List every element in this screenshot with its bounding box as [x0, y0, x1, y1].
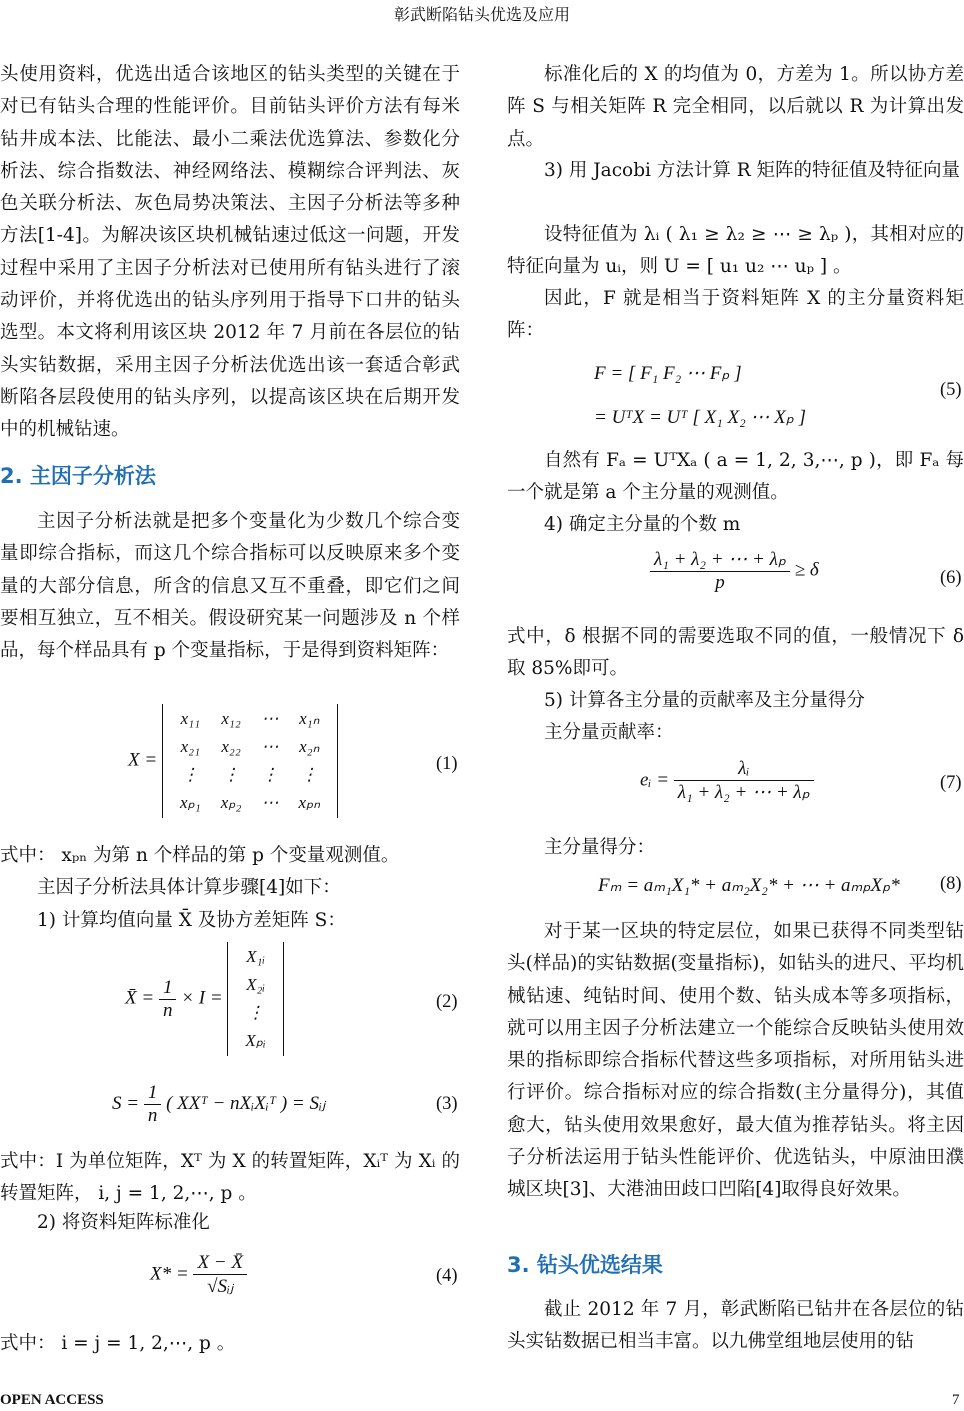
equation-7: eᵢ = $\frac{\text{λᵢ}}{\text{λ₁ + λ₂ + ⋯ + λₚ}}$: [640, 758, 814, 804]
page-number: 7: [952, 1392, 960, 1408]
paragraph: 式中： i = j = 1, 2,⋯, p 。: [0, 1333, 236, 1354]
equation-number: (8): [940, 874, 962, 894]
section-heading: 2. 主因子分析法: [0, 464, 156, 488]
paragraph: 对于某一区块的特定层位，如果已获得不同类型钻头(样品)的实钻数据(变量指标)，如钻头的进尺、平均机械钻速、纯钻时间、使用个数、钻头成本等多项指标，就可以用主因子分析法建立一个能综合反映钻头使用效果的指标即综合指标代替这些多项指标，对所用钻头进行评价。综合指标对应的综合指数(主分量得分)，其值愈大，钻头使用效果愈好，最大值为推荐钻头。将主因子分析法运用于钻头性能评价、优选钻头，中原油田濮城区块[3]、大港油田歧口凹陷[4]取得良好效果。: [507, 921, 964, 1201]
equation-number: (5): [940, 380, 962, 400]
paragraph: 5) 计算各主分量的贡献率及主分量得分: [544, 690, 865, 711]
eq-lhs: X =: [128, 749, 158, 771]
paragraph: 截止 2012 年 7 月，彰武断陷已钻井在各层位的钻头实钻数据已相当丰富。以九佛堂组地层使用的钻: [507, 1299, 964, 1353]
equation-5: F = [ F₁ F₂ ⋯ Fₚ ] = UᵀX = Uᵀ [ X₁ X₂ ⋯ Xₚ ]: [594, 363, 807, 428]
eq-mid: × I =: [181, 987, 223, 1009]
section-heading: 3. 钻头优选结果: [507, 1253, 663, 1277]
paragraph: 式中： xₚₙ 为第 n 个样品的第 p 个变量观测值。: [0, 845, 400, 866]
matrix: x₁₁ x₁₂ ⋯ x₁ₙ x₂₁ x₂₂ ⋯ x₂ₙ ⋮ ⋮ ⋮ ⋮ xₚ₁ xₚ₂ ⋯ xₚₙ: [162, 704, 338, 818]
paragraph: 式中：I 为单位矩阵，Xᵀ 为 X 的转置矩阵，Xᵢᵀ 为 Xᵢ 的转置矩阵， i, j = 1, 2,⋯, p 。: [0, 1151, 460, 1205]
running-header: 彰武断陷钻头优选及应用: [393, 5, 570, 24]
equation-3: S = $\frac{1}{n}$ ( XXᵀ − nXᵢXᵢᵀ ) = Sᵢⱼ: [112, 1082, 326, 1126]
paragraph: 2) 将资料矩阵标准化: [37, 1212, 210, 1233]
paragraph: 主因子分析法就是把多个变量化为少数几个综合变量即综合指标，而这几个综合指标可以反映原来多个变量的大部分信息，所含的信息又互不重叠，即它们之间要相互独立，互不相关。假设研究某一问题涉及 n 个样品，每个样品具有 p 个变量指标，于是得到资料矩阵：: [0, 511, 460, 662]
equation-number: (4): [436, 1266, 458, 1286]
equation-number: (2): [436, 992, 458, 1012]
equation-number: (1): [436, 754, 458, 774]
equation-1: [128, 704, 338, 818]
equation-8: Fₘ = aₘ₁X₁* + aₘ₂X₂* + ⋯ + aₘₚXₚ*: [598, 875, 900, 896]
fraction: $\frac{1}{n}$: [159, 977, 177, 1022]
equation-6: $\frac{\text{λ₁ + λ₂ + ⋯ + λₚ}}{p}$ ≥ δ: [650, 548, 819, 594]
paragraph: 头使用资料，优选出适合该地区的钻头类型的关键在于对已有钻头合理的性能评价。目前钻头评价方法有每米钻井成本法、比能法、最小二乘法优选算法、参数化分析法、综合指数法、神经网络法、模糊综合评判法、灰色关联分析法、灰色局势决策法、主因子分析法等多种方法[1-4]。为解决该区块机械钻速过低这一问题，开发过程中采用了主因子分析法对已使用所有钻头进行了滚动评价，并将优选出的钻头序列用于指导下口井的钻头选型。本文将利用该区块 2012 年 7 月前在各层位的钻头实钻数据，采用主因子分析法优选出该一套适合彰武断陷各层段使用的钻头序列，以提高该区块在后期开发中的机械钻速。: [0, 64, 460, 441]
paragraph: 主分量得分：: [544, 837, 656, 858]
equation-4: X* = $\frac{X - X̄}{\text{√Sᵢⱼ}}$: [150, 1252, 247, 1298]
equation-number: (3): [436, 1094, 458, 1114]
paragraph: 自然有 Fₐ = UᵀXₐ ( a = 1, 2, 3,⋯, p )，即 Fₐ 每一个就是第 a 个主分量的观测值。: [507, 450, 964, 504]
paragraph: 标准化后的 X 的均值为 0，方差为 1。所以协方差阵 S 与相关矩阵 R 完全相同，以后就以 R 为计算出发点。: [507, 64, 964, 150]
paragraph: 设特征值为 λᵢ ( λ₁ ≥ λ₂ ≥ ⋯ ≥ λₚ )，其相对应的特征向量为 uᵢ，则 U = [ u₁ u₂ ⋯ uₚ ] 。: [507, 224, 964, 278]
paragraph: 主分量贡献率：: [544, 722, 674, 743]
equation-number: (6): [940, 568, 962, 588]
paragraph: 主因子分析法具体计算步骤[4]如下：: [37, 877, 341, 898]
paragraph: 式中，δ 根据不同的需要选取不同的值，一般情况下 δ 取 85%即可。: [507, 626, 964, 680]
eq-lhs: X̄ =: [125, 987, 155, 1009]
open-access-label: OPEN ACCESS: [0, 1392, 104, 1408]
paragraph: 3) 用 Jacobi 方法计算 R 矩阵的特征值及特征向量: [544, 160, 961, 181]
equation-number: (7): [940, 773, 962, 793]
paragraph: 1) 计算均值向量 X̄ 及协方差矩阵 S：: [37, 910, 346, 931]
vector: X₁ᵢ X₂ᵢ ⋮ Xₚᵢ: [227, 942, 283, 1056]
paragraph: 因此，F 就是相当于资料矩阵 X 的主分量资料矩阵：: [507, 288, 964, 342]
equation-2: [125, 942, 284, 1056]
paragraph: 4) 确定主分量的个数 m: [544, 514, 741, 535]
